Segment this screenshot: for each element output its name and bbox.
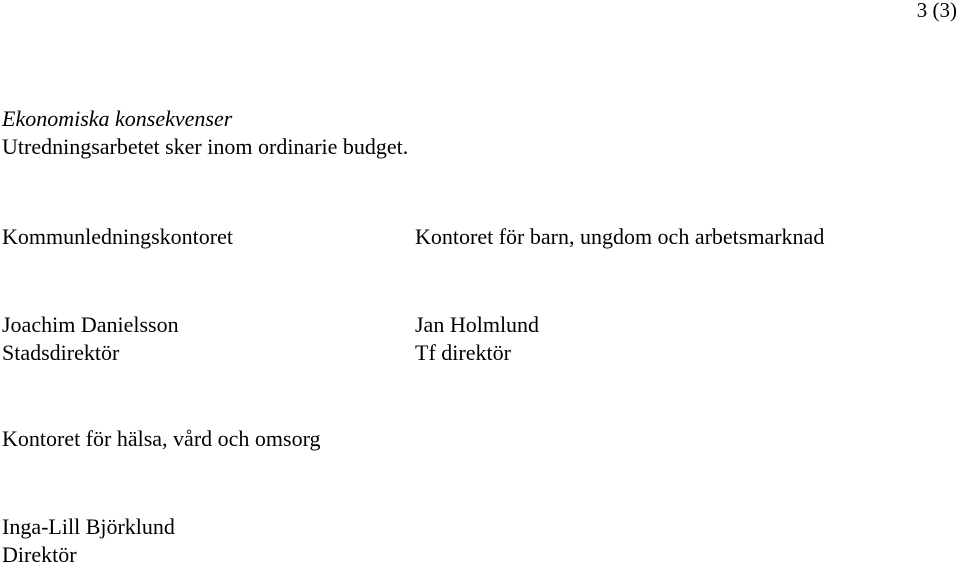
economic-consequences-heading: Ekonomiska konsekvenser <box>2 106 233 131</box>
signature-office-3: Kontoret för hälsa, vård och omsorg <box>2 426 321 451</box>
signatory-name-3: Inga-Lill Björklund <box>2 514 175 539</box>
economic-consequences-section <box>2 105 408 161</box>
signatory-title-1: Stadsdirektör <box>2 340 120 365</box>
page-number: 3 (3) <box>916 0 957 22</box>
economic-consequences-text: Utredningsarbetet sker inom ordinarie budget. <box>2 134 409 159</box>
signatory-name-2: Jan Holmlund <box>415 312 540 337</box>
signatory-name-1: Joachim Danielsson <box>2 312 179 337</box>
signature-office-1: Kommunledningskontoret <box>2 224 233 249</box>
signatory-title-2: Tf direktör <box>415 340 511 365</box>
signatory-title-3: Direktör <box>2 542 77 567</box>
signature-block-3 <box>2 513 175 569</box>
signature-office-2: Kontoret för barn, ungdom och arbetsmarknad <box>415 224 825 249</box>
signature-block-2 <box>415 311 539 367</box>
signature-block-1 <box>2 311 179 367</box>
